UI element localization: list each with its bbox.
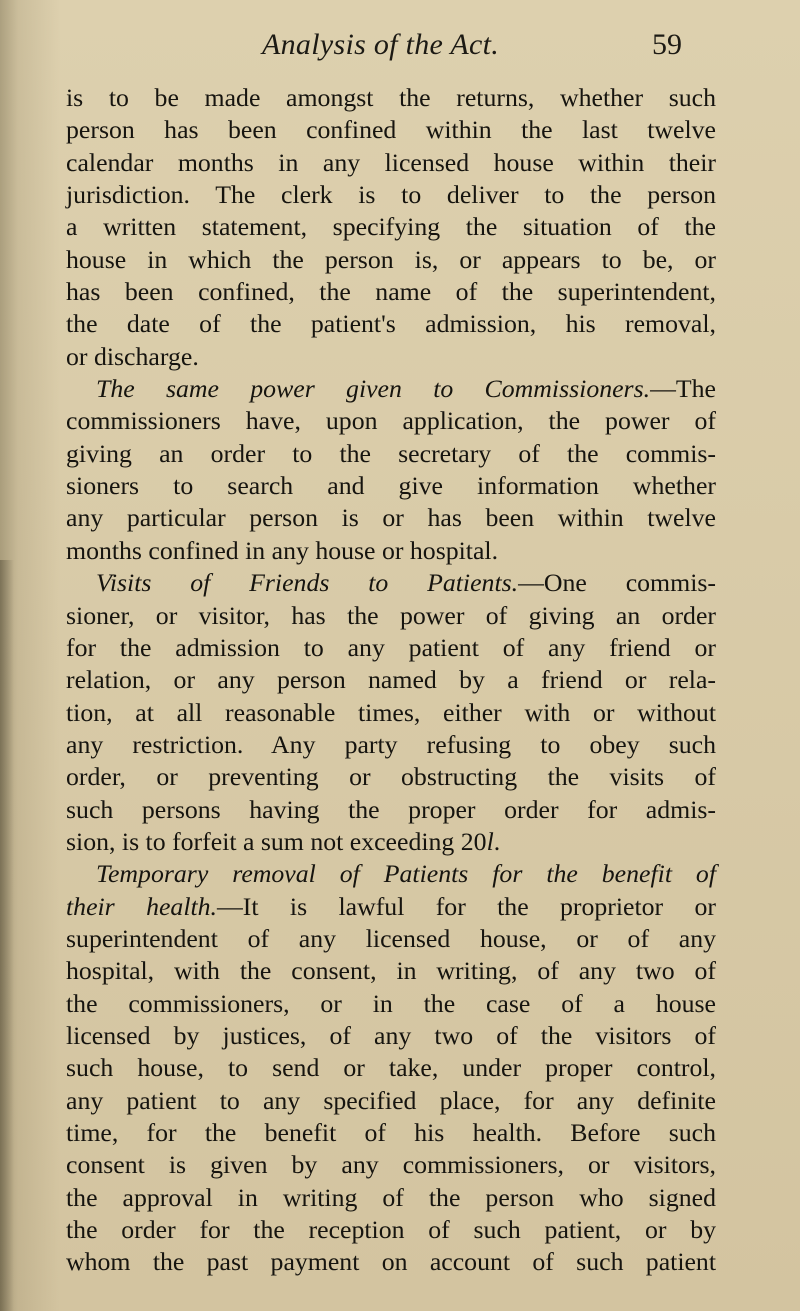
text-fragment: sion, is to forfeit a sum not exceeding 20: [66, 826, 487, 856]
text-line: house in which the person is, or appears to be, or: [66, 244, 716, 274]
text-line: such house, to send or take, under proper control,: [66, 1053, 716, 1083]
page-header: [0, 28, 800, 68]
text-line: the order for the reception of such patient, or by: [66, 1215, 716, 1245]
paragraph-heading-line: [66, 567, 716, 599]
text-line: consent is given by any commissioners, or visitors,: [66, 1150, 716, 1180]
text-line: relation, or any person named by a friend or rela-: [66, 665, 716, 695]
text-line: order, or preventing or obstructing the visits of: [66, 762, 716, 792]
text-line: person has been confined within the last twelve: [66, 115, 716, 145]
paragraph-heading-line: [66, 373, 716, 405]
text-line: whom the past payment on account of such patient: [66, 1247, 716, 1277]
page-number: 59: [652, 28, 682, 61]
text-line: a written statement, specifying the situation of the: [66, 212, 716, 242]
text-fragment: —It is lawful for the proprietor or: [217, 891, 716, 921]
text-fragment: —The: [650, 374, 716, 404]
text-line: any restriction. Any party refusing to obey such: [66, 729, 716, 759]
text-line: superintendent of any licensed house, or of any: [66, 923, 716, 953]
paragraph-heading-line: [66, 891, 716, 923]
paragraph-heading: The same power given to Commissioners.: [96, 374, 651, 404]
body-text: [66, 82, 716, 1279]
text-line: the date of the patient's admission, his removal,: [66, 309, 716, 339]
text-line: is to be made amongst the returns, whether such: [66, 83, 716, 112]
spine-shadow: [0, 560, 14, 1311]
text-line: hospital, with the consent, in writing, of any two of: [66, 956, 716, 986]
text-line: has been confined, the name of the superintendent,: [66, 277, 716, 307]
text-line: any particular person is or has been within twelve: [66, 503, 716, 533]
paragraph-heading: their health.: [66, 891, 217, 921]
text-line: the commissioners, or in the case of a house: [66, 988, 716, 1018]
text-line: the approval in writing of the person who signed: [66, 1182, 716, 1212]
text-line: or discharge.: [66, 341, 199, 371]
text-line: licensed by justices, of any two of the visitors of: [66, 1020, 716, 1050]
text-line: time, for the benefit of his health. Before such: [66, 1118, 716, 1147]
running-head: Analysis of the Act.: [262, 28, 500, 61]
text-line: jurisdiction. The clerk is to deliver to the person: [66, 180, 716, 210]
text-line: for the admission to any patient of any friend or: [66, 632, 716, 662]
paragraph-heading-line: [66, 858, 716, 890]
text-line: any patient to any specified place, for any definite: [66, 1085, 716, 1115]
text-line: calendar months in any licensed house within their: [66, 147, 716, 177]
text-fragment: —One commis-: [518, 568, 716, 598]
text-line: such persons having the proper order for admis-: [66, 794, 716, 824]
paragraph-heading: Temporary removal of Patients for the benefit of: [96, 859, 716, 889]
text-line: sioners to search and give information whether: [66, 471, 716, 501]
text-line: months confined in any house or hospital.: [66, 535, 499, 565]
text-line: commissioners have, upon application, the power of: [66, 406, 716, 436]
paragraph-heading: Visits of Friends to Patients.: [96, 568, 519, 598]
text-line: sioner, or visitor, has the power of giving an order: [66, 600, 716, 630]
text-fragment: .: [493, 826, 501, 856]
pound-sign: l: [486, 826, 494, 856]
text-line: [66, 826, 716, 858]
text-line: giving an order to the secretary of the commis-: [66, 438, 716, 468]
text-line: tion, at all reasonable times, either with or without: [66, 697, 716, 727]
